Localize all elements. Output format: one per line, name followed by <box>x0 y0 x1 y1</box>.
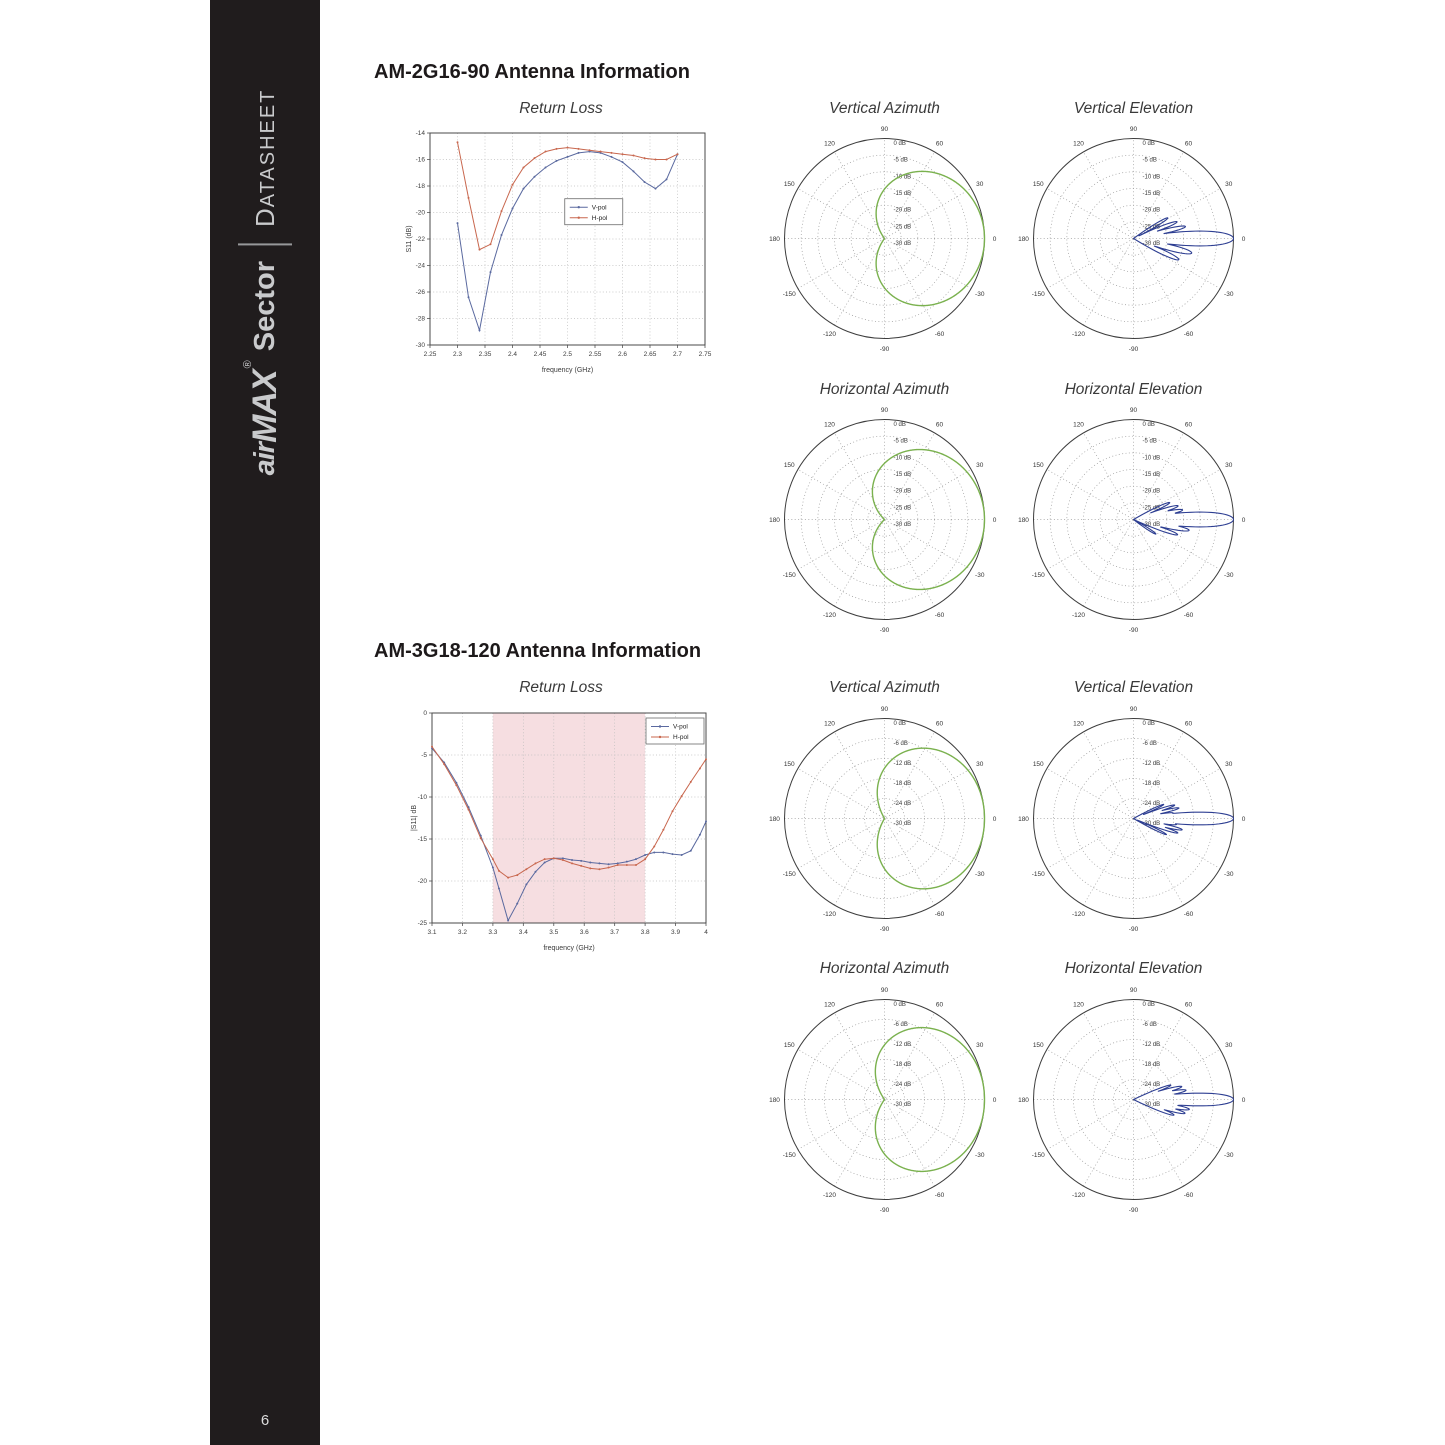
svg-text:0 dB: 0 dB <box>1142 422 1155 428</box>
polar-chart-horizontal-elevation-2g16 <box>1016 402 1251 637</box>
svg-text:60: 60 <box>935 1001 944 1009</box>
svg-text:180: 180 <box>769 1096 780 1104</box>
svg-text:0: 0 <box>1241 1096 1246 1104</box>
svg-text:-120: -120 <box>822 612 837 620</box>
polar-chart-horizontal-azimuth-3g18 <box>767 982 1002 1217</box>
svg-text:180: 180 <box>1018 235 1029 243</box>
svg-text:-30: -30 <box>1224 1151 1234 1159</box>
svg-text:-120: -120 <box>822 1192 837 1200</box>
svg-text:-10 dB: -10 dB <box>1142 455 1161 462</box>
svg-text:frequency (GHz): frequency (GHz) <box>541 367 594 374</box>
svg-text:-150: -150 <box>782 290 796 298</box>
svg-text:-150: -150 <box>782 1151 796 1159</box>
svg-text:30: 30 <box>976 1041 984 1049</box>
svg-text:2.5: 2.5 <box>562 351 573 358</box>
return-loss-chart-3g18 <box>408 701 720 955</box>
svg-text:-20 dB: -20 dB <box>893 207 912 214</box>
svg-text:-30: -30 <box>1224 290 1234 298</box>
svg-text:-30: -30 <box>415 342 425 350</box>
svg-text:2.3: 2.3 <box>452 351 463 358</box>
svg-text:180: 180 <box>1018 516 1029 524</box>
svg-text:0 dB: 0 dB <box>1142 141 1155 147</box>
svg-text:120: 120 <box>1073 1001 1084 1009</box>
svg-text:0 dB: 0 dB <box>1142 721 1155 727</box>
svg-text:-30: -30 <box>1224 870 1234 878</box>
svg-text:150: 150 <box>1032 760 1044 768</box>
svg-text:-18: -18 <box>415 183 425 191</box>
polar-chart-horizontal-azimuth-2g16 <box>767 402 1002 637</box>
svg-text:120: 120 <box>1073 421 1084 429</box>
svg-text:150: 150 <box>783 760 795 768</box>
svg-text:3.1: 3.1 <box>427 929 437 936</box>
svg-text:-60: -60 <box>934 331 945 339</box>
sidebar-vertical-text <box>238 89 292 476</box>
svg-text:3.4: 3.4 <box>518 929 528 936</box>
svg-text:-60: -60 <box>1183 911 1194 919</box>
svg-text:-120: -120 <box>1071 612 1086 620</box>
svg-text:-18 dB: -18 dB <box>1142 781 1161 787</box>
registered-trademark-symbol: ® <box>242 360 254 369</box>
svg-text:-5: -5 <box>421 752 427 760</box>
svg-text:30: 30 <box>1225 461 1233 469</box>
svg-text:30: 30 <box>976 461 984 469</box>
svg-text:-150: -150 <box>1031 870 1045 878</box>
svg-text:H-pol: H-pol <box>673 734 689 742</box>
svg-text:60: 60 <box>1184 421 1193 429</box>
svg-text:-28: -28 <box>415 315 425 323</box>
svg-text:-24 dB: -24 dB <box>1142 801 1161 807</box>
svg-text:60: 60 <box>935 140 944 148</box>
polar-chart-vertical-elevation-3g18 <box>1016 701 1251 936</box>
doc-type-rest: ATASHEET <box>256 88 279 208</box>
svg-text:0: 0 <box>992 815 997 823</box>
svg-text:0 dB: 0 dB <box>893 422 906 428</box>
section-heading-am-3g18-120: AM-3G18-120 Antenna Information <box>374 640 702 662</box>
svg-text:90: 90 <box>880 986 889 994</box>
svg-text:-12 dB: -12 dB <box>1142 761 1161 767</box>
svg-text:0: 0 <box>1241 815 1246 823</box>
svg-text:-30: -30 <box>975 290 985 298</box>
svg-text:60: 60 <box>935 421 944 429</box>
svg-text:-6 dB: -6 dB <box>893 741 908 747</box>
page-number: 6 <box>260 1412 270 1429</box>
svg-text:-25 dB: -25 dB <box>1142 224 1161 231</box>
return-loss-chart-2g16 <box>403 121 718 377</box>
svg-text:-120: -120 <box>822 911 837 919</box>
svg-text:-6 dB: -6 dB <box>1142 741 1157 747</box>
svg-text:2.4: 2.4 <box>507 351 518 358</box>
chart-title-vertical-azimuth-1: Vertical Azimuth <box>829 100 940 117</box>
chart-title-vertical-azimuth-2: Vertical Azimuth <box>829 679 940 696</box>
svg-text:120: 120 <box>824 421 835 429</box>
svg-text:2.55: 2.55 <box>588 351 602 358</box>
svg-text:90: 90 <box>1129 705 1138 713</box>
svg-text:-60: -60 <box>1183 1192 1194 1200</box>
svg-text:-60: -60 <box>1183 612 1194 620</box>
svg-text:-20 dB: -20 dB <box>1142 207 1161 214</box>
chart-title-vertical-elevation-2: Vertical Elevation <box>1073 679 1194 696</box>
svg-text:-150: -150 <box>1031 1151 1045 1159</box>
svg-text:-15 dB: -15 dB <box>1142 472 1161 478</box>
svg-text:-60: -60 <box>1183 331 1194 339</box>
svg-text:-90: -90 <box>879 626 890 634</box>
svg-text:-6 dB: -6 dB <box>1142 1022 1157 1028</box>
svg-text:0: 0 <box>992 235 997 243</box>
svg-text:-90: -90 <box>1128 626 1139 634</box>
svg-text:0: 0 <box>1241 235 1246 243</box>
svg-text:-150: -150 <box>1031 571 1045 579</box>
svg-text:-120: -120 <box>1071 911 1086 919</box>
svg-text:4: 4 <box>704 929 708 936</box>
svg-text:-60: -60 <box>934 911 945 919</box>
brand-max: MAX <box>245 370 284 443</box>
svg-text:3.5: 3.5 <box>549 929 559 936</box>
svg-text:frequency (GHz): frequency (GHz) <box>543 945 595 952</box>
svg-text:3.8: 3.8 <box>640 929 650 936</box>
svg-text:30: 30 <box>976 760 984 768</box>
chart-title-horizontal-elevation-2: Horizontal Elevation <box>1064 960 1203 977</box>
svg-text:-60: -60 <box>934 612 945 620</box>
svg-text:120: 120 <box>1073 140 1084 148</box>
svg-text:-30 dB: -30 dB <box>1142 1102 1161 1108</box>
svg-text:2.7: 2.7 <box>672 351 683 358</box>
svg-text:-20: -20 <box>417 878 427 886</box>
svg-text:-30: -30 <box>975 1151 985 1159</box>
svg-text:-25 dB: -25 dB <box>1142 505 1161 512</box>
svg-text:180: 180 <box>769 815 780 823</box>
svg-text:3.2: 3.2 <box>457 929 467 936</box>
svg-text:-30 dB: -30 dB <box>893 241 912 247</box>
svg-text:0 dB: 0 dB <box>1142 1002 1155 1008</box>
svg-text:3.7: 3.7 <box>610 929 620 936</box>
svg-text:-10 dB: -10 dB <box>1142 174 1161 181</box>
svg-text:-20: -20 <box>415 209 425 217</box>
svg-text:S11 (dB): S11 (dB) <box>406 225 413 253</box>
svg-text:-14: -14 <box>415 130 425 138</box>
svg-text:-15: -15 <box>417 836 427 844</box>
svg-text:150: 150 <box>783 1041 795 1049</box>
svg-text:0: 0 <box>423 710 427 718</box>
svg-text:-30: -30 <box>975 870 985 878</box>
svg-text:0: 0 <box>1241 516 1246 524</box>
svg-text:-5 dB: -5 dB <box>1142 438 1157 445</box>
svg-text:-5 dB: -5 dB <box>893 157 908 164</box>
svg-text:-120: -120 <box>1071 331 1086 339</box>
svg-text:-12 dB: -12 dB <box>1142 1042 1161 1048</box>
svg-text:-24: -24 <box>415 262 425 270</box>
svg-text:0 dB: 0 dB <box>893 1002 906 1008</box>
svg-text:-30 dB: -30 dB <box>1142 821 1161 827</box>
chart-title-vertical-elevation-1: Vertical Elevation <box>1073 100 1194 117</box>
svg-text:180: 180 <box>1018 1096 1029 1104</box>
svg-text:3.9: 3.9 <box>671 929 681 936</box>
svg-text:-30: -30 <box>975 571 985 579</box>
svg-text:-90: -90 <box>879 925 890 933</box>
svg-text:-10 dB: -10 dB <box>893 174 912 181</box>
sidebar-divider <box>238 243 292 245</box>
svg-text:60: 60 <box>1184 140 1193 148</box>
svg-text:150: 150 <box>1032 461 1044 469</box>
svg-text:150: 150 <box>783 180 795 188</box>
polar-chart-vertical-elevation-2g16 <box>1016 121 1251 356</box>
svg-text:-24 dB: -24 dB <box>893 1082 912 1088</box>
svg-text:-12 dB: -12 dB <box>893 761 912 767</box>
chart-title-horizontal-azimuth-2: Horizontal Azimuth <box>819 960 950 977</box>
svg-text:-6 dB: -6 dB <box>893 1022 908 1028</box>
svg-text:-12 dB: -12 dB <box>893 1042 912 1048</box>
svg-text:-20 dB: -20 dB <box>893 488 912 495</box>
svg-text:-150: -150 <box>1031 290 1045 298</box>
svg-text:-120: -120 <box>822 331 837 339</box>
doc-type-initial: D <box>249 207 280 227</box>
section-heading-am-2g16-90: AM-2G16-90 Antenna Information <box>374 61 690 83</box>
svg-text:-30: -30 <box>1224 571 1234 579</box>
polar-chart-vertical-azimuth-3g18 <box>767 701 1002 936</box>
svg-text:30: 30 <box>1225 1041 1233 1049</box>
brand-air: air <box>248 442 281 476</box>
svg-text:-20 dB: -20 dB <box>1142 488 1161 495</box>
svg-text:180: 180 <box>1018 815 1029 823</box>
svg-text:V-pol: V-pol <box>673 723 688 731</box>
svg-text:90: 90 <box>880 406 889 414</box>
svg-text:-26: -26 <box>415 289 425 297</box>
svg-text:3.3: 3.3 <box>488 929 498 936</box>
chart-title-horizontal-elevation-1: Horizontal Elevation <box>1064 381 1203 398</box>
svg-text:V-pol: V-pol <box>591 204 607 212</box>
svg-text:-18 dB: -18 dB <box>893 1062 912 1068</box>
svg-text:30: 30 <box>1225 180 1233 188</box>
svg-text:-15 dB: -15 dB <box>893 472 912 478</box>
svg-text:120: 120 <box>1073 720 1084 728</box>
svg-text:2.6: 2.6 <box>617 351 628 358</box>
svg-text:-25: -25 <box>417 920 427 928</box>
svg-text:150: 150 <box>1032 1041 1044 1049</box>
svg-text:H-pol: H-pol <box>591 214 608 222</box>
svg-text:-25 dB: -25 dB <box>893 505 912 512</box>
chart-title-return-loss-1: Return Loss <box>519 100 603 117</box>
polar-chart-horizontal-elevation-3g18 <box>1016 982 1251 1217</box>
svg-text:150: 150 <box>1032 180 1044 188</box>
sidebar <box>210 0 320 1445</box>
svg-text:2.65: 2.65 <box>643 351 657 358</box>
svg-text:90: 90 <box>1129 406 1138 414</box>
svg-text:-18 dB: -18 dB <box>893 781 912 787</box>
svg-text:30: 30 <box>1225 760 1233 768</box>
svg-text:180: 180 <box>769 235 780 243</box>
svg-text:60: 60 <box>1184 720 1193 728</box>
svg-text:120: 120 <box>824 140 835 148</box>
svg-text:0: 0 <box>992 1096 997 1104</box>
polar-chart-vertical-azimuth-2g16 <box>767 121 1002 356</box>
svg-text:120: 120 <box>824 1001 835 1009</box>
svg-text:150: 150 <box>783 461 795 469</box>
svg-text:-5 dB: -5 dB <box>893 438 908 445</box>
svg-text:-30 dB: -30 dB <box>893 821 912 827</box>
svg-text:0 dB: 0 dB <box>893 721 906 727</box>
svg-text:90: 90 <box>1129 125 1138 133</box>
svg-text:-30 dB: -30 dB <box>1142 241 1161 247</box>
doc-type-label <box>250 89 281 227</box>
svg-text:2.75: 2.75 <box>698 351 712 358</box>
svg-text:-30 dB: -30 dB <box>893 1102 912 1108</box>
chart-title-return-loss-2: Return Loss <box>519 679 603 696</box>
svg-text:90: 90 <box>880 705 889 713</box>
svg-text:-150: -150 <box>782 870 796 878</box>
svg-text:30: 30 <box>976 180 984 188</box>
svg-text:2.45: 2.45 <box>533 351 547 358</box>
svg-text:-16: -16 <box>415 156 425 164</box>
svg-text:-22: -22 <box>415 236 425 244</box>
svg-text:60: 60 <box>935 720 944 728</box>
svg-text:120: 120 <box>824 720 835 728</box>
svg-text:60: 60 <box>1184 1001 1193 1009</box>
svg-text:2.35: 2.35 <box>478 351 492 358</box>
svg-text:90: 90 <box>880 125 889 133</box>
svg-text:-24 dB: -24 dB <box>893 801 912 807</box>
brand-product-name: Sector <box>248 260 281 352</box>
svg-text:-24 dB: -24 dB <box>1142 1082 1161 1088</box>
svg-text:0 dB: 0 dB <box>893 141 906 147</box>
svg-text:-90: -90 <box>879 1206 890 1214</box>
svg-text:-120: -120 <box>1071 1192 1086 1200</box>
svg-text:-90: -90 <box>1128 345 1139 353</box>
svg-text:-150: -150 <box>782 571 796 579</box>
svg-text:-90: -90 <box>1128 1206 1139 1214</box>
svg-text:-30 dB: -30 dB <box>1142 522 1161 528</box>
svg-text:|S11| dB: |S11| dB <box>411 804 418 832</box>
svg-text:-60: -60 <box>934 1192 945 1200</box>
svg-text:-15 dB: -15 dB <box>1142 191 1161 197</box>
chart-title-horizontal-azimuth-1: Horizontal Azimuth <box>819 381 950 398</box>
svg-text:-90: -90 <box>1128 925 1139 933</box>
svg-text:3.6: 3.6 <box>579 929 589 936</box>
svg-text:-10 dB: -10 dB <box>893 455 912 462</box>
svg-text:-30 dB: -30 dB <box>893 522 912 528</box>
svg-text:-15 dB: -15 dB <box>893 191 912 197</box>
svg-text:180: 180 <box>769 516 780 524</box>
svg-text:90: 90 <box>1129 986 1138 994</box>
svg-text:2.25: 2.25 <box>423 351 437 358</box>
svg-text:-25 dB: -25 dB <box>893 224 912 231</box>
svg-text:-18 dB: -18 dB <box>1142 1062 1161 1068</box>
svg-text:-5 dB: -5 dB <box>1142 157 1157 164</box>
svg-text:-90: -90 <box>879 345 890 353</box>
svg-text:0: 0 <box>992 516 997 524</box>
svg-text:-10: -10 <box>417 794 427 802</box>
